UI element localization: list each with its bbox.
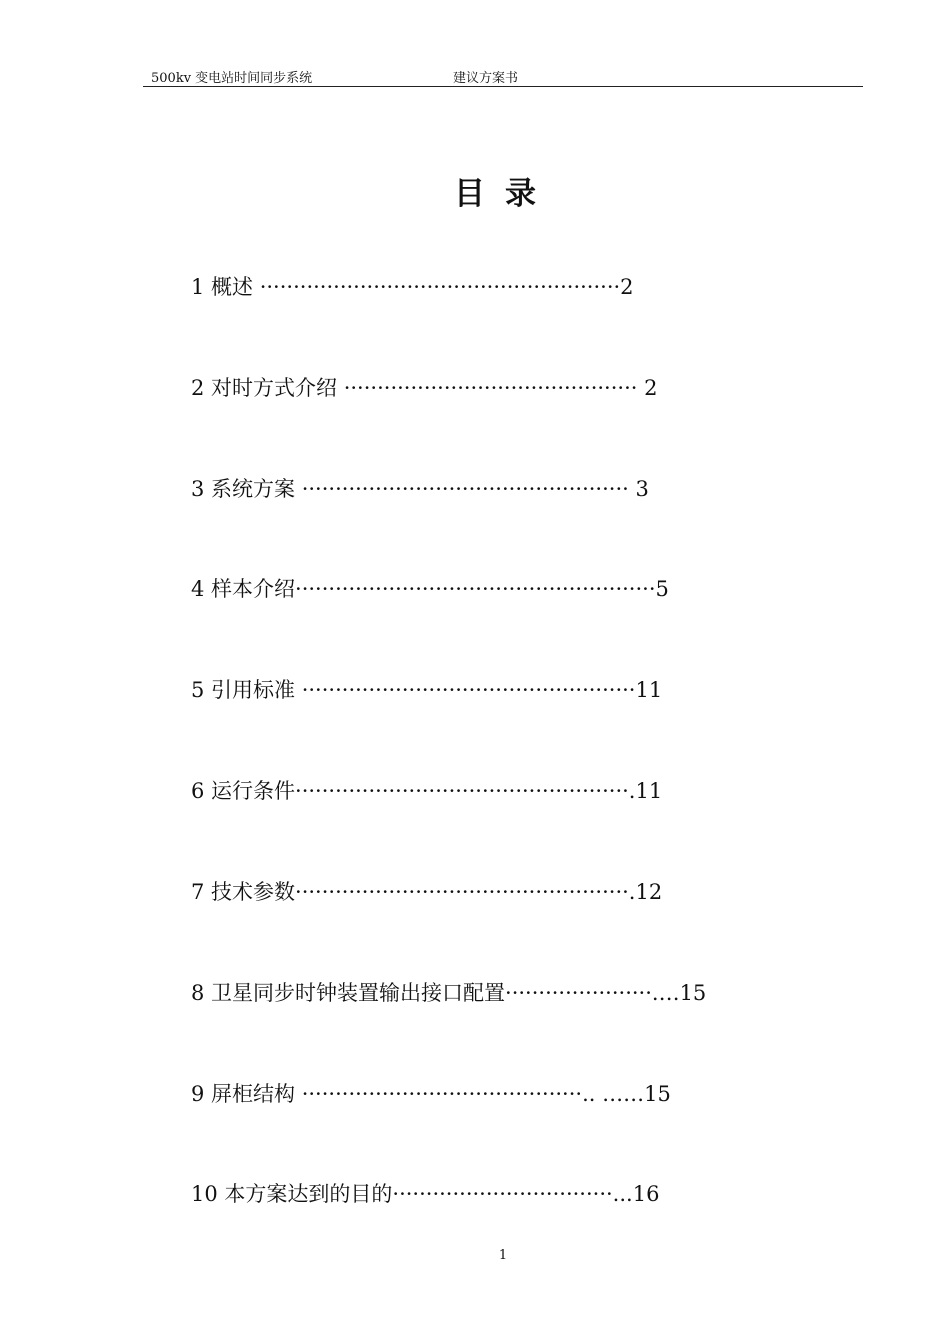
- toc-entry-10[interactable]: 10 本方案达到的目的·································...16: [191, 1182, 660, 1206]
- toc-entry-5[interactable]: 5 引用标准 ··················································11: [191, 678, 663, 702]
- header-document-name: 500kv 变电站时间同步系统: [151, 71, 313, 86]
- header-document-type: 建议方案书: [453, 71, 519, 86]
- page-header: [143, 64, 863, 87]
- toc-entry-1[interactable]: 1 概述 ······················································2: [191, 275, 634, 299]
- toc-entry-4[interactable]: 4 样本介绍······················································5: [191, 577, 669, 601]
- toc-entry-2[interactable]: 2 对时方式介绍 ············································ 2: [191, 376, 658, 400]
- toc-entry-8[interactable]: 8 卫星同步时钟装置输出接口配置······················.…15: [191, 981, 707, 1005]
- toc-entry-9[interactable]: 9 屏柜结构 ··········································.. ……15: [191, 1082, 671, 1106]
- toc-entry-7[interactable]: 7 技术参数··················································.12: [191, 880, 663, 904]
- toc-title: 目录: [454, 176, 556, 212]
- page-number: 1: [498, 1248, 508, 1263]
- toc-entry-6[interactable]: 6 运行条件··················································.11: [191, 779, 663, 803]
- toc-entry-3[interactable]: 3 系统方案 ················································· 3: [191, 477, 649, 501]
